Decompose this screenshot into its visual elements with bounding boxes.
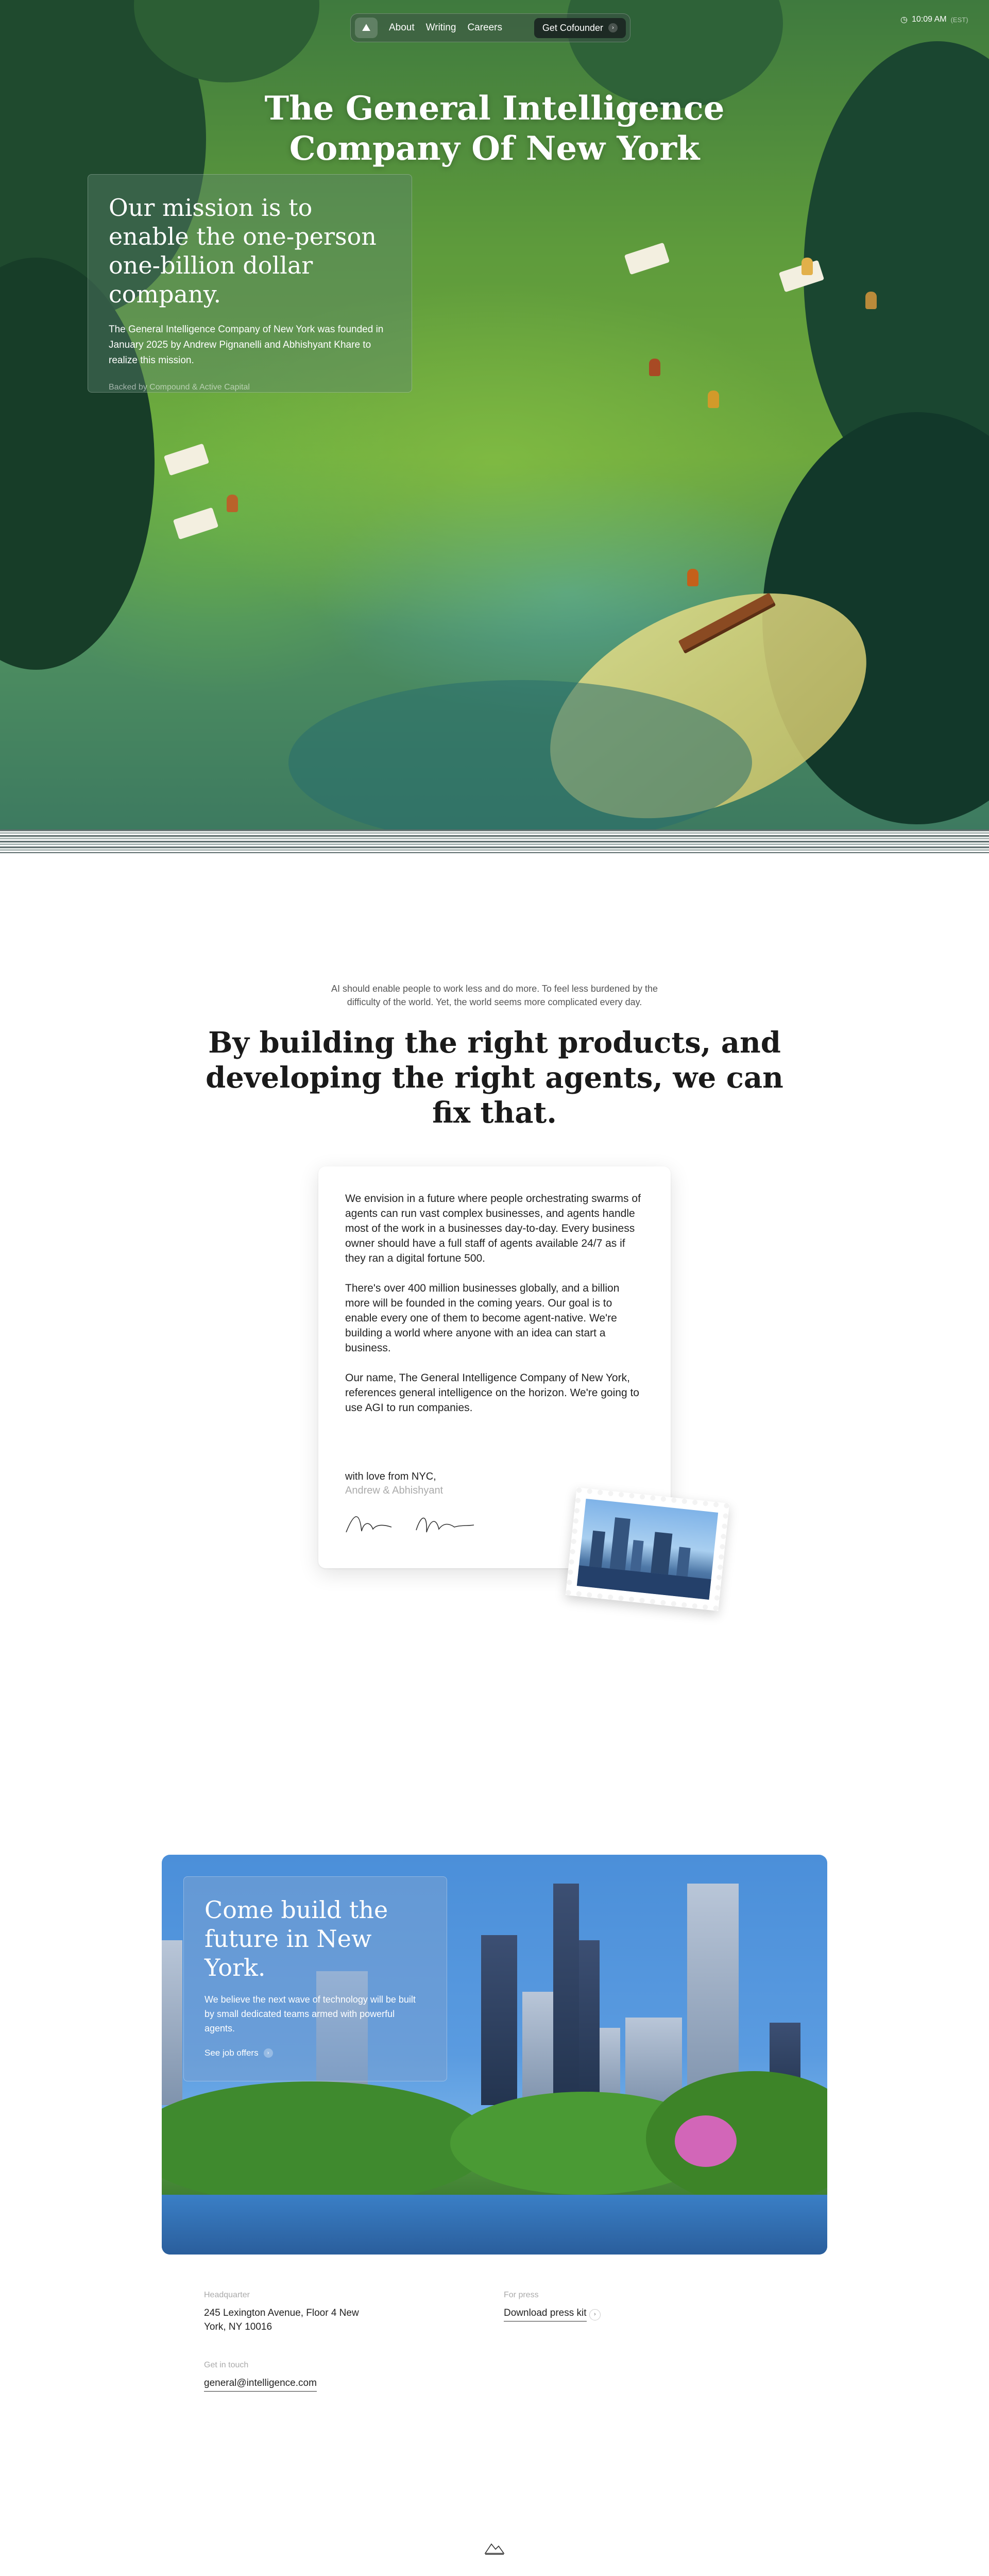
headquarter-label: Headquarter [204,2291,250,2299]
press-label: For press [504,2291,539,2299]
signatures [344,1506,478,1543]
arrow-right-icon: › [608,23,618,32]
park-person [687,569,698,586]
press-info [504,2291,679,2321]
careers-heading: Come build the future in New York. [204,1896,388,1981]
careers-section [162,1855,827,2255]
headquarter-info [204,2291,379,2334]
get-cofounder-label: Get Cofounder [542,22,603,33]
picnic-blanket [173,507,218,540]
see-job-offers-link[interactable] [204,2048,426,2058]
intro-heading: By building the right products, and developing the right agents, we can fix that. [206,1026,783,1130]
letter-signoff: with love from NYC, [345,1471,436,1482]
download-press-kit-link[interactable] [504,2306,587,2321]
press-kit-label: Download press kit [504,2308,587,2318]
building [687,1884,739,2105]
clock-icon: ◷ [900,15,908,24]
mission-heading: Our mission is to enable the one-person one-billion dollar company. [109,194,377,308]
contact-info [204,2361,379,2392]
nyc-stamp [566,1487,729,1611]
top-nav [350,13,630,42]
arrow-right-icon: › [264,2048,273,2058]
building [553,1884,579,2105]
page-title: The General Intelligence Company Of New York [264,89,725,168]
building [481,1935,517,2105]
foliage [162,2081,491,2205]
backed-by: Backed by Compound & Active Capital [109,383,250,392]
nav-careers[interactable]: Careers [467,22,503,33]
intro-lead: AI should enable people to work less and do more. To feel less burdened by the difficulty of the world. Yet, the world seems more complicated every day. [331,984,658,1007]
contact-label: Get in touch [204,2361,249,2369]
mountain-logo-icon [484,2540,505,2555]
park-person [227,495,238,512]
see-job-offers-label: See job offers [204,2048,259,2058]
blossom-tree [675,2115,737,2167]
clock [900,14,968,25]
park-person [865,292,877,309]
clock-timezone: (EST) [950,15,968,24]
arrow-right-icon: › [589,2309,601,2320]
clock-time: 10:09 AM [911,15,947,24]
mission-card [88,174,412,393]
picnic-blanket [624,243,670,275]
headquarter-address: 245 Lexington Avenue, Floor 4 New York, NY 10016 [204,2308,359,2332]
park-person [802,258,813,275]
mission-body: The General Intelligence Company of New York was founded in January 2025 by Andrew Pignanelli and Abhishyant Khare to realize this mission. [109,324,384,366]
picnic-blanket [164,444,209,476]
letter-paragraph-2: There's over 400 million businesses globally, and a billion more will be founded in the coming years. Our goal is to enable every one of them to become agent-native. We're building a world where anyone with an idea can start a business. [345,1282,620,1354]
letter-paragraph-1: We envision in a future where people orchestrating swarms of agents can run vast complex businesses, and agents handle most of the work in a businesses day-to-day. Every business owner should have a full staff of agents available 24/7 as if they ran a digital fortune 500. [345,1193,641,1264]
letter-paragraph-3: Our name, The General Intelligence Company of New York, references general intelligence on the horizon. We're going to use AGI to run companies. [345,1372,639,1414]
building [579,1940,600,2105]
contact-email-link[interactable]: general@intelligence.com [204,2376,317,2392]
get-cofounder-button[interactable] [534,18,626,38]
building [162,1940,182,2105]
logo-icon[interactable]: ⛰ [355,18,378,38]
letter-names: Andrew & Abhishyant [345,1485,444,1496]
building [625,2018,682,2105]
nav-writing[interactable]: Writing [425,22,456,33]
careers-body: We believe the next wave of technology will be built by small dedicated teams armed with powerful agents. [204,1994,416,2033]
careers-card [183,1876,447,2081]
park-person [649,359,660,376]
nav-about[interactable]: About [389,22,415,33]
park-person [708,391,719,408]
hero-divider [0,829,989,853]
hero-section [0,0,989,829]
lake [162,2195,827,2255]
stamp-skyline-icon [577,1499,718,1600]
